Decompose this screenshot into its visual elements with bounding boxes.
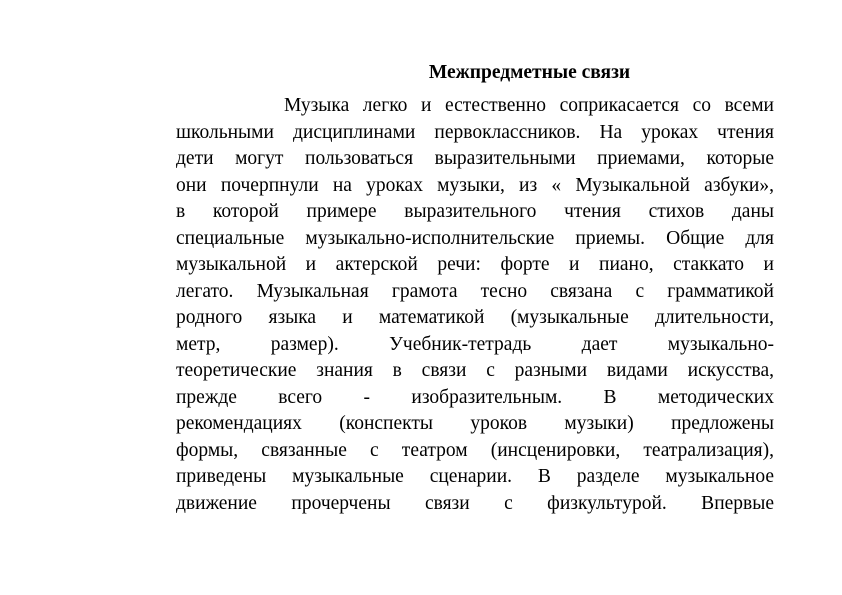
text-line: Музыка легко и естественно соприкасается со всеми	[284, 95, 774, 116]
text-line: формы, связанные с театром (инсценировки, театрализация),	[176, 439, 774, 461]
text-line: рекомендациях (конспекты уроков музыки) предложены	[176, 413, 774, 434]
text-line: они почерпнули на уроках музыки, из « Музыкальной азбуки»,	[176, 174, 774, 196]
text-line: родного языка и математикой (музыкальные длительности,	[176, 307, 774, 328]
document-body	[176, 93, 774, 517]
text-line: музыкальной и актерской речи: форте и пиано, стаккато и	[176, 254, 774, 275]
text-line: приведены музыкальные сценарии. В разделе музыкальное	[176, 466, 774, 487]
text-line: метр, размер). Учебник-тетрадь дает музыкально-	[176, 333, 774, 355]
document-title: Межпредметные связи	[428, 62, 631, 83]
text-line: школьными дисциплинами первоклассников. На уроках чтения	[176, 121, 774, 143]
text-line: теоретические знания в связи с разными видами искусства,	[176, 360, 774, 381]
text-line: легато. Музыкальная грамота тесно связана с грамматикой	[176, 280, 774, 302]
text-line: дети могут пользоваться выразительными приемами, которые	[176, 148, 774, 169]
text-line: в которой примере выразительного чтения стихов даны	[176, 201, 774, 222]
text-line: специальные музыкально-исполнительские приемы. Общие для	[176, 227, 774, 249]
text-line: прежде всего - изобразительным. В методических	[176, 386, 774, 408]
text-line: движение прочерчены связи с физкультурой. Впервые	[176, 492, 774, 514]
